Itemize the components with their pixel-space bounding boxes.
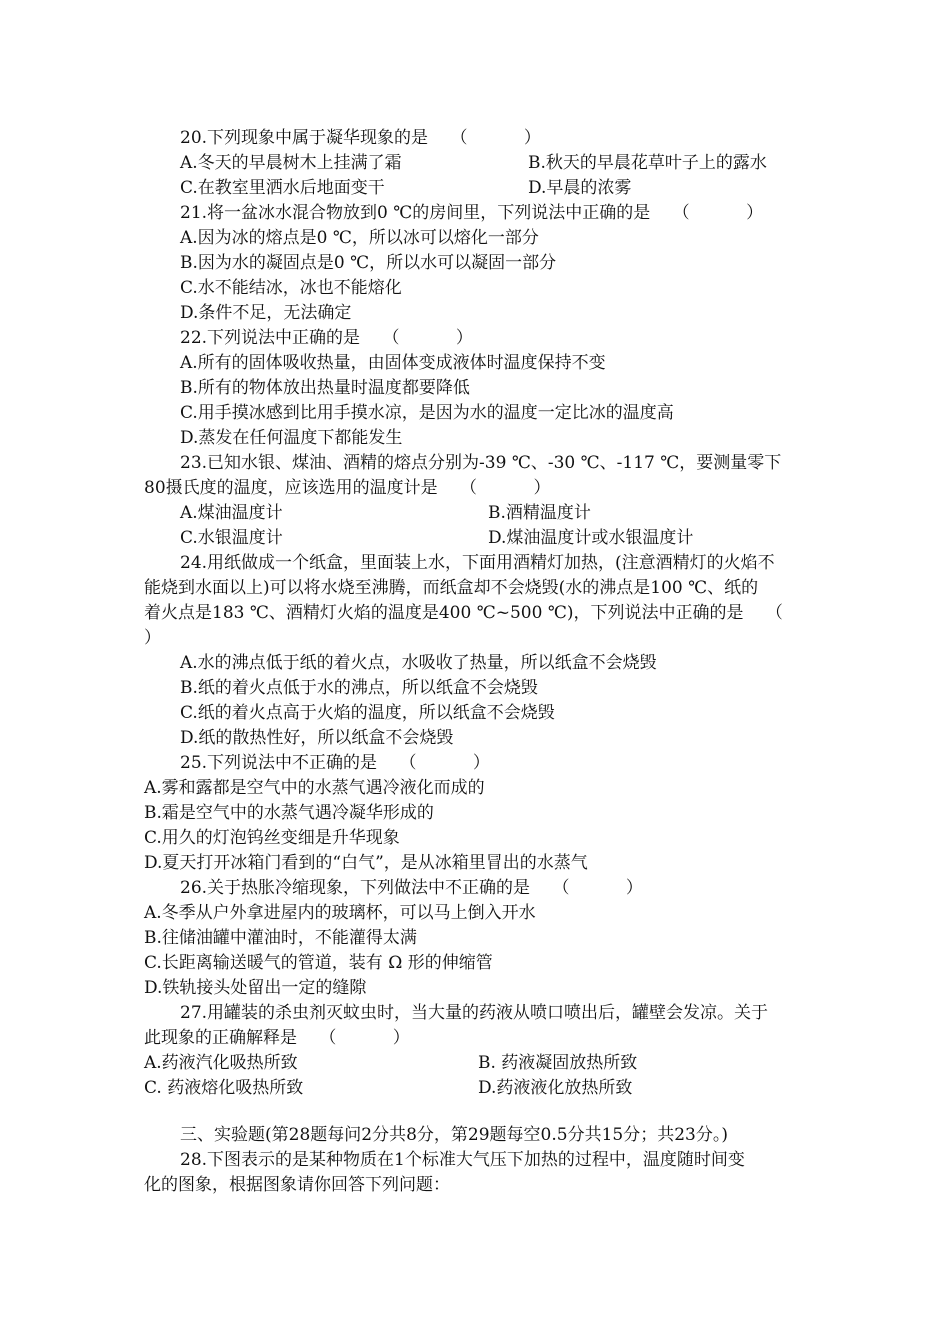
q23-stem-line1: 23.已知水银、煤油、酒精的熔点分别为-39 ℃、-30 ℃、-117 ℃，要测量零下 xyxy=(180,453,782,473)
q23-option-d: D.煤油温度计或水银温度计 xyxy=(488,528,694,548)
q25-option-d: D.夏天打开冰箱门看到的“白气”，是从冰箱里冒出的水蒸气 xyxy=(144,853,588,873)
q23-option-c: C.水银温度计 xyxy=(180,528,283,548)
q26-stem: 26.关于热胀冷缩现象，下列做法中不正确的是 （ ） xyxy=(180,878,643,898)
q26-option-c: C.长距离输送暖气的管道，装有 Ω 形的伸缩管 xyxy=(144,953,493,973)
q22-option-b: B.所有的物体放出热量时温度都要降低 xyxy=(180,378,470,398)
q26-option-a: A.冬季从户外拿进屋内的玻璃杯，可以马上倒入开水 xyxy=(144,903,536,923)
q23-stem-line2: 80摄氏度的温度，应该选用的温度计是 （ ） xyxy=(144,478,551,498)
q28-stem-line2: 化的图象，根据图象请你回答下列问题： xyxy=(144,1175,450,1195)
q22-option-c: C.用手摸冰感到比用手摸水凉，是因为水的温度一定比冰的温度高 xyxy=(180,403,674,423)
q27-option-b: B. 药液凝固放热所致 xyxy=(478,1053,638,1073)
q21-stem: 21.将一盆冰水混合物放到0 ℃的房间里，下列说法中正确的是 （ ） xyxy=(180,203,764,223)
q27-stem-line1: 27.用罐装的杀虫剂灭蚊虫时，当大量的药液从喷口喷出后，罐壁会发凉。关于 xyxy=(180,1003,769,1023)
q26-option-b: B.往储油罐中灌油时，不能灌得太满 xyxy=(144,928,417,948)
q24-stem-line4: ） xyxy=(144,628,161,648)
q27-option-d: D.药液液化放热所致 xyxy=(478,1078,633,1098)
q21-option-d: D.条件不足，无法确定 xyxy=(180,303,352,323)
q27-stem-line2: 此现象的正确解释是 （ ） xyxy=(144,1028,410,1048)
q20-option-d: D.早晨的浓雾 xyxy=(528,178,632,198)
q24-stem-line3: 着火点是183 ℃、酒精灯火焰的温度是400 ℃~500 ℃)，下列说法中正确的是 （ xyxy=(144,603,783,623)
q20-stem: 20.下列现象中属于凝华现象的是 （ ） xyxy=(180,128,541,148)
q24-option-c: C.纸的着火点高于火焰的温度，所以纸盒不会烧毁 xyxy=(180,703,555,723)
q25-option-c: C.用久的灯泡钨丝变细是升华现象 xyxy=(144,828,400,848)
section3-heading: 三、实验题(第28题每问2分共8分，第29题每空0.5分共15分；共23分。) xyxy=(180,1125,728,1145)
q24-stem-line2: 能烧到水面以上)可以将水烧至沸腾，而纸盒却不会烧毁(水的沸点是100 ℃、纸的 xyxy=(144,578,759,598)
q24-stem-line1: 24.用纸做成一个纸盒，里面装上水，下面用酒精灯加热，(注意酒精灯的火焰不 xyxy=(180,553,775,573)
q27-option-c: C. 药液熔化吸热所致 xyxy=(144,1078,304,1098)
q20-option-a: A.冬天的早晨树木上挂满了霜 xyxy=(180,153,402,173)
q28-stem-line1: 28.下图表示的是某种物质在1个标准大气压下加热的过程中，温度随时间变 xyxy=(180,1150,745,1170)
q22-stem: 22.下列说法中正确的是 （ ） xyxy=(180,328,473,348)
q24-option-d: D.纸的散热性好，所以纸盒不会烧毁 xyxy=(180,728,454,748)
q23-option-a: A.煤油温度计 xyxy=(180,503,283,523)
q24-option-b: B.纸的着火点低于水的沸点，所以纸盒不会烧毁 xyxy=(180,678,538,698)
q20-option-c: C.在教室里洒水后地面变干 xyxy=(180,178,385,198)
q21-option-a: A.因为冰的熔点是0 ℃，所以冰可以熔化一部分 xyxy=(180,228,539,248)
q22-option-a: A.所有的固体吸收热量，由固体变成液体时温度保持不变 xyxy=(180,353,606,373)
q20-option-b: B.秋天的早晨花草叶子上的露水 xyxy=(528,153,767,173)
q27-option-a: A.药液汽化吸热所致 xyxy=(144,1053,298,1073)
q22-option-d: D.蒸发在任何温度下都能发生 xyxy=(180,428,403,448)
q21-option-c: C.水不能结冰，冰也不能熔化 xyxy=(180,278,402,298)
q23-option-b: B.酒精温度计 xyxy=(488,503,591,523)
q21-option-b: B.因为水的凝固点是0 ℃，所以水可以凝固一部分 xyxy=(180,253,557,273)
q24-option-a: A.水的沸点低于纸的着火点，水吸收了热量，所以纸盒不会烧毁 xyxy=(180,653,657,673)
q25-stem: 25.下列说法中不正确的是 （ ） xyxy=(180,753,490,773)
q25-option-a: A.雾和露都是空气中的水蒸气遇冷液化而成的 xyxy=(144,778,485,798)
q26-option-d: D.铁轨接头处留出一定的缝隙 xyxy=(144,978,367,998)
q25-option-b: B.霜是空气中的水蒸气遇冷凝华形成的 xyxy=(144,803,434,823)
